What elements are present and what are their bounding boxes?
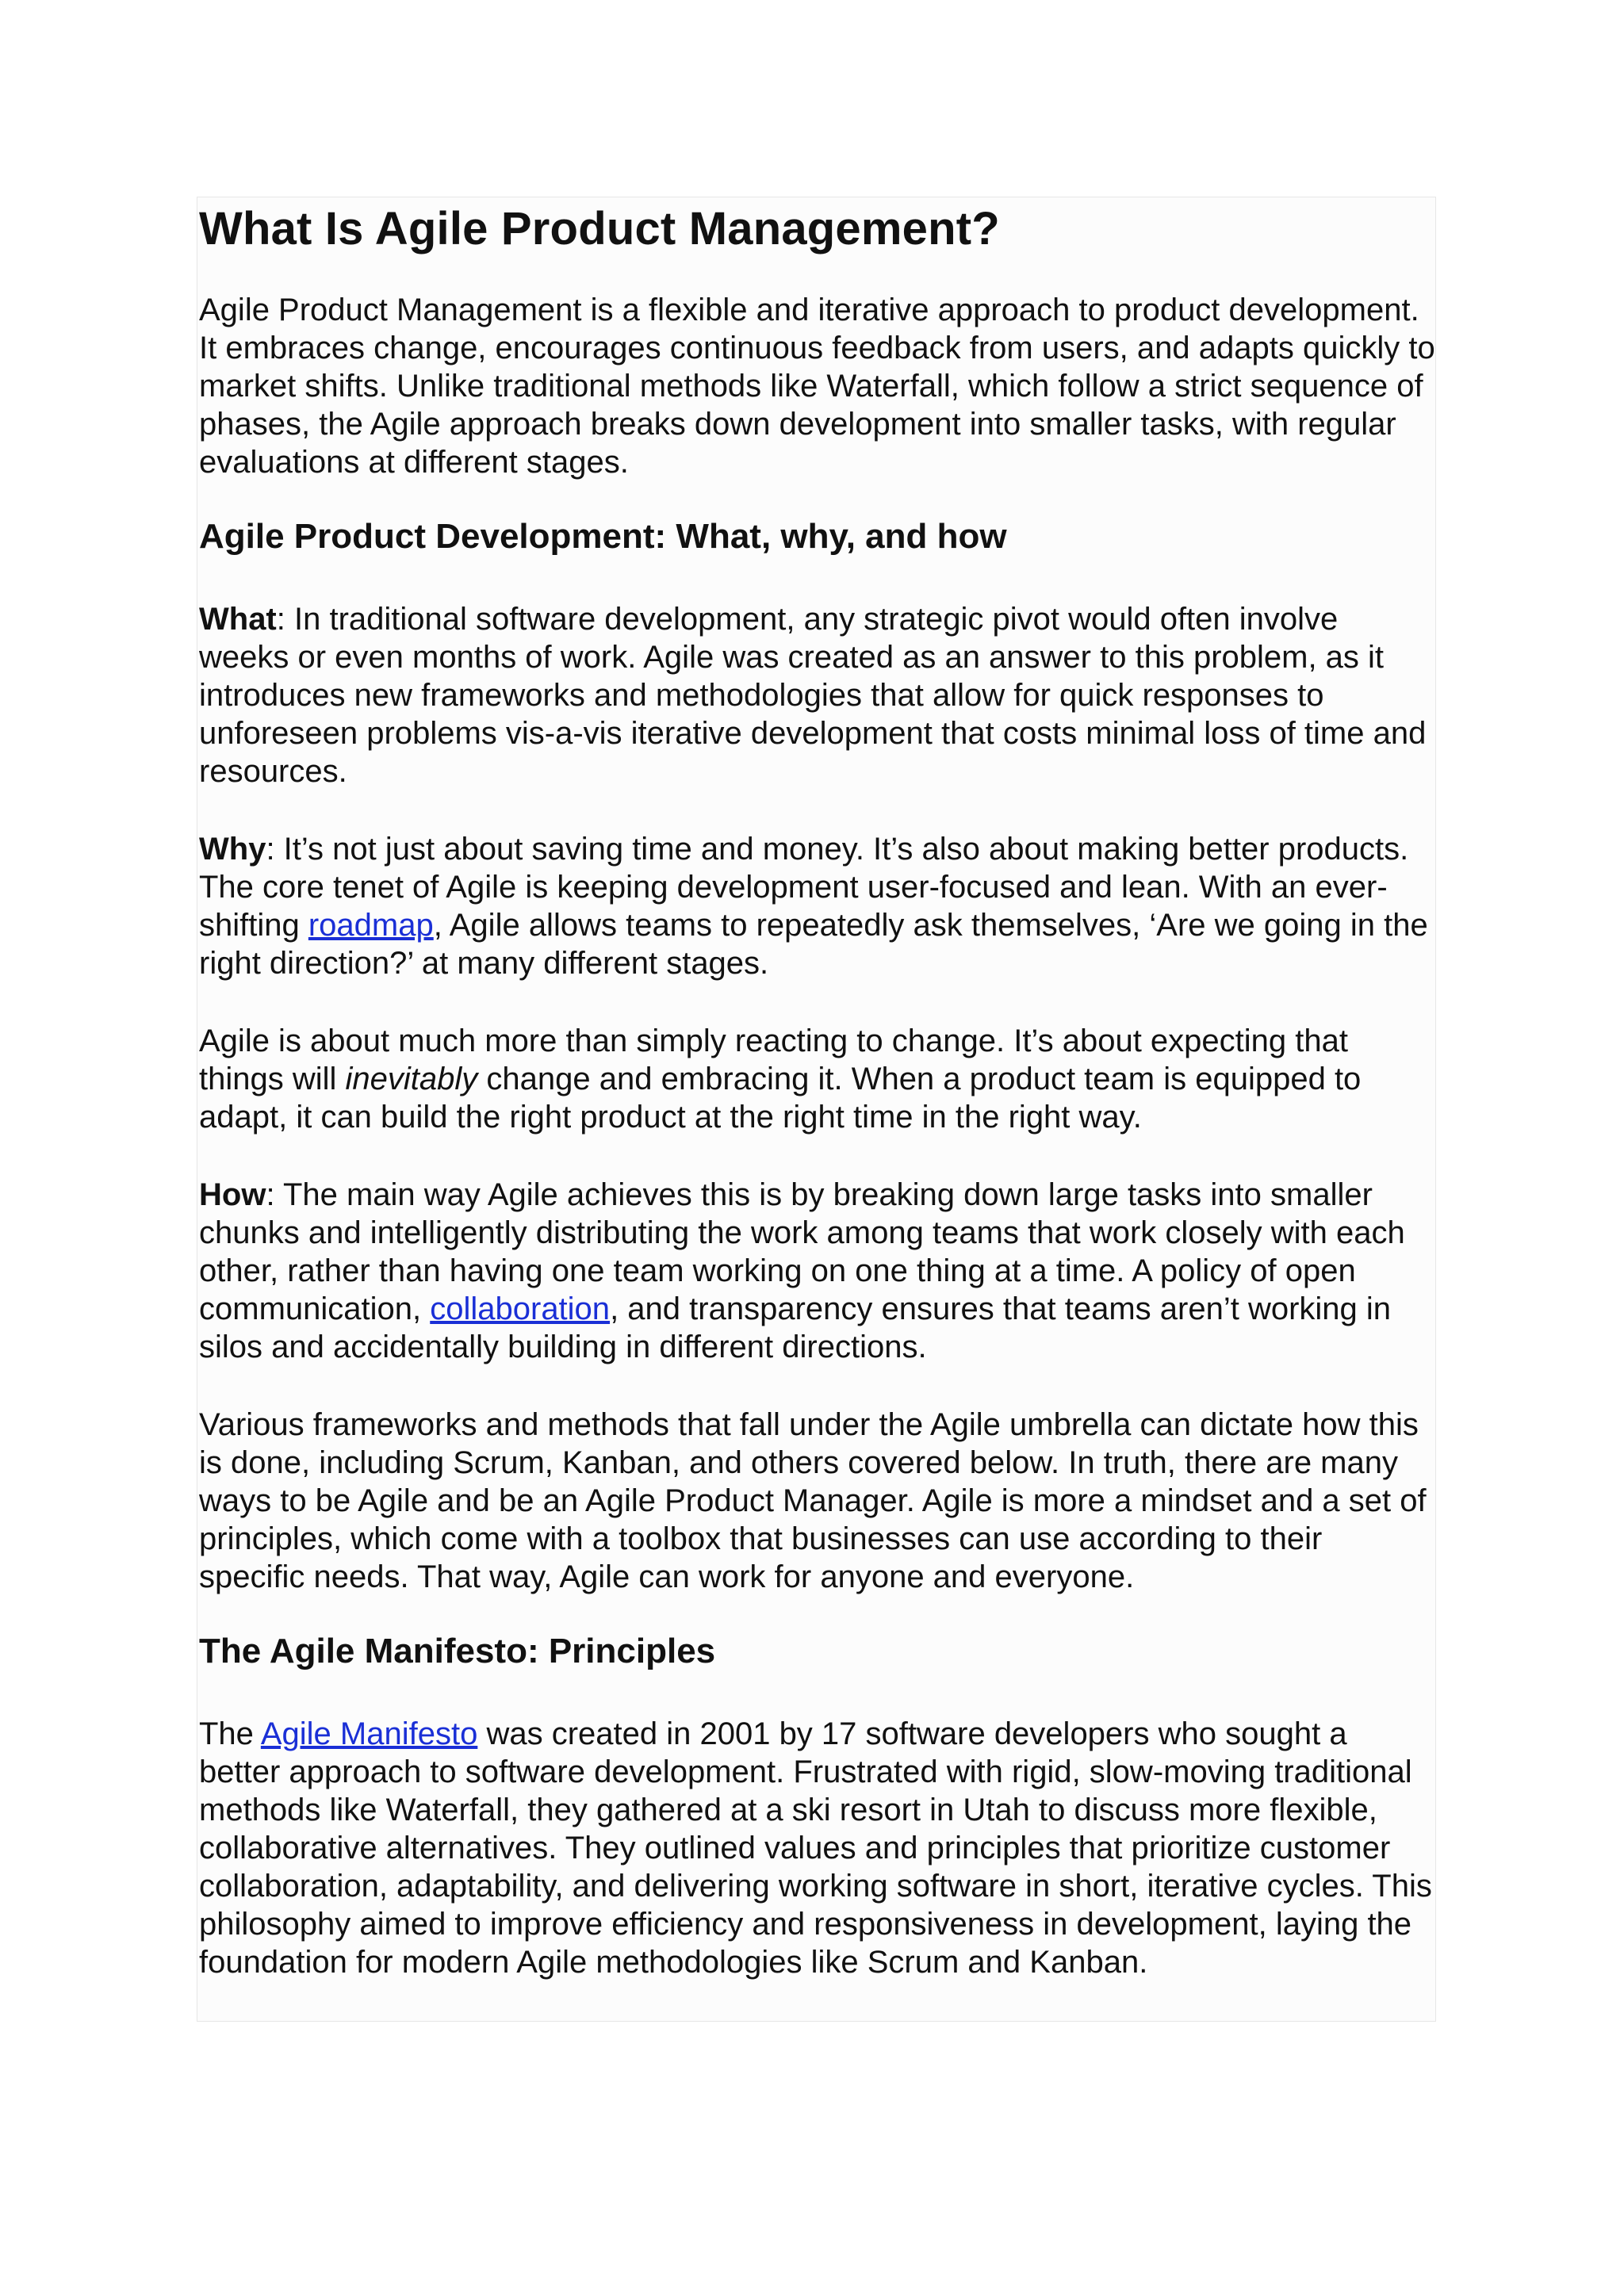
inevitably-emphasis: inevitably <box>345 1062 478 1096</box>
what-paragraph <box>199 600 1436 790</box>
agile-manifesto-link[interactable]: Agile Manifesto <box>260 1716 478 1751</box>
manifesto-paragraph <box>199 1715 1436 1981</box>
how-label: How <box>199 1177 266 1212</box>
section-heading-manifesto: The Agile Manifesto: Principles <box>199 1632 716 1670</box>
page-title: What Is Agile Product Management? <box>199 203 1000 254</box>
change-paragraph <box>199 1022 1436 1136</box>
roadmap-link[interactable]: roadmap <box>308 908 434 943</box>
what-label: What <box>199 602 277 637</box>
manifesto-text-end: was created in 2001 by 17 software developers who sought a better approach to software development. Frustrated with rigid, slow-moving traditional methods like Waterfall, they gathered at a ski resort in Utah to discuss more flexible, collaborative alternatives. They outlined values and principles that prioritize customer collaboration, adaptability, and delivering working software in short, iterative cycles. This philosophy aimed to improve efficiency and responsiveness in development, laying the foundation for modern Agile methodologies like Scrum and Kanban. <box>199 1716 1432 1980</box>
document-body <box>197 197 1436 2022</box>
intro-paragraph: Agile Product Management is a flexible and iterative approach to product development. It embraces change, encourages continuous feedback from users, and adapts quickly to market shifts. Unlike traditional methods like Waterfall, which follow a strict sequence of phases, the Agile approach breaks down development into smaller tasks, with regular evaluations at different stages. <box>199 293 1435 480</box>
manifesto-text-start: The <box>199 1716 261 1751</box>
why-label: Why <box>199 832 266 867</box>
why-paragraph <box>199 830 1436 982</box>
collaboration-link[interactable]: collaboration <box>430 1292 611 1326</box>
what-text: : In traditional software development, any strategic pivot would often involve weeks or even months of work. Agile was created as an answer to this problem, as it introduces new frameworks and methodologies that allow for quick responses to unforeseen problems vis-a-vis iterative development that costs minimal loss of time and resources. <box>199 602 1427 789</box>
how-paragraph <box>199 1176 1436 1366</box>
section-heading-development: Agile Product Development: What, why, and how <box>199 517 1007 556</box>
change-text-end: change and embracing it. When a product team is equipped to adapt, it can build the right product at the right time in the right way. <box>199 1062 1362 1135</box>
how-text-start: : The main way Agile achieves this is by breaking down large tasks into smaller chunks and intelligently distributing the work among teams that work closely with each other, rather than having one team working on one thing at a time. A policy of open communication, <box>199 1177 1405 1326</box>
why-text-end: , Agile allows teams to repeatedly ask themselves, ‘Are we going in the right direction?’ at many different stages. <box>199 908 1428 981</box>
frameworks-paragraph: Various frameworks and methods that fall under the Agile umbrella can dictate how this is done, including Scrum, Kanban, and others covered below. In truth, there are many ways to be Agile and be an Agile Product Manager. Agile is more a mindset and a set of principles, which come with a toolbox that businesses can use according to their specific needs. That way, Agile can work for anyone and everyone. <box>199 1407 1427 1594</box>
how-text-end: , and transparency ensures that teams aren’t working in silos and accidentally building in different directions. <box>199 1292 1392 1364</box>
why-text-start: : It’s not just about saving time and money. It’s also about making better products. The core tenet of Agile is keeping development user-focused and lean. With an ever-shifting <box>199 832 1409 943</box>
change-text-start: Agile is about much more than simply reacting to change. It’s about expecting that things will <box>199 1024 1348 1096</box>
